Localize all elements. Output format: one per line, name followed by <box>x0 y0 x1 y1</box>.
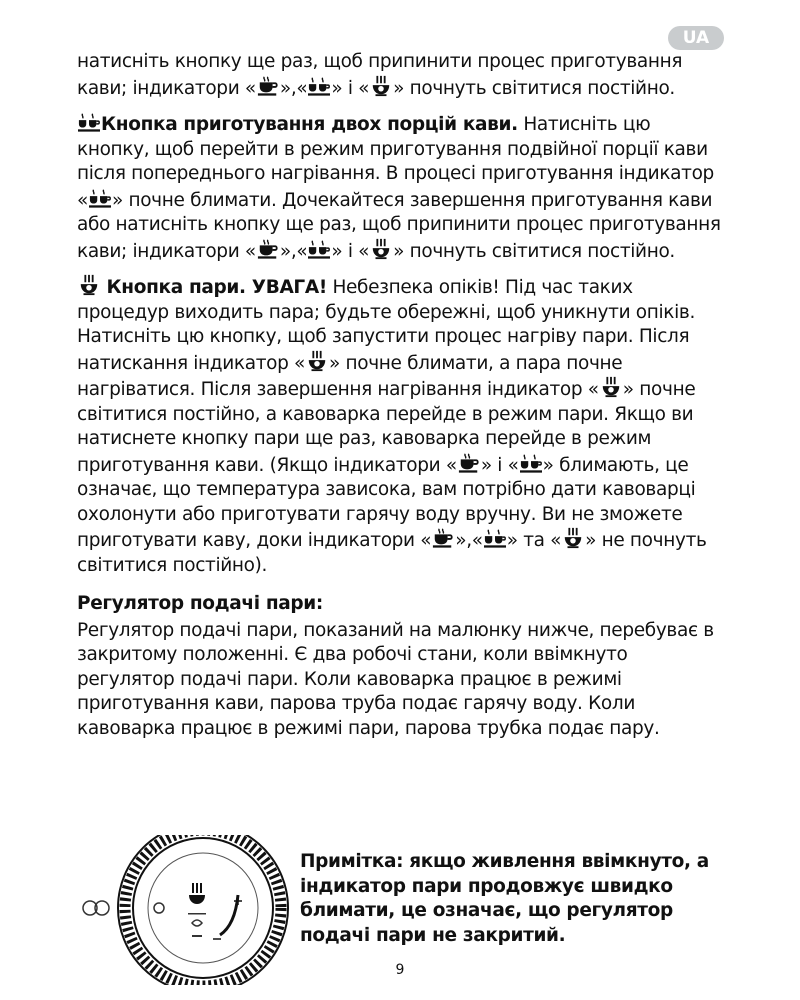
single-cup-icon <box>432 527 454 549</box>
note-text: Примітка: якщо живлення ввімкнуто, а індикатор пари продовжує швидко блимати, це означає, що регулятор подачі пари не закритий. <box>300 851 709 946</box>
steam-icon <box>600 376 622 398</box>
single-cup-icon <box>257 238 279 260</box>
steam-icon <box>78 274 100 296</box>
regulator-text: Регулятор подачі пари, показаний на малюнку нижче, перебуває в закритому положенні. Є два робочі стани, коли ввімкнуто регулятор подачі пари. Коли кавоварка працює в режимі приготування кави, парова труба подає гарячу воду. Коли кавоварка працює в режимі пари, парова трубка подає пару. <box>77 619 714 739</box>
paragraph-steam-button: Кнопка пари. УВАГА! Небезпека опіків! Під час таких процедур виходить пара; будьте обережні, щоб уникнути опіків. Натисніть цю кнопку, щоб запустити процес нагріву пари. Після натискання індикатор « » почне блимати, а пара почне нагріватися. Після завершення нагрівання індикатор « » почне світитися постійно, а кавоварка перейде в режим пари. Якщо ви натиснете кнопку пари ще раз, кавоварка перейде в режим приготування кави. (Якщо індикатори « » і « » блимають, це означає, що температура зависока, вам потрібно дати кавоварці охолонути або приготувати гарячу воду вручну. Ви не зможете приготувати каву, доки індикатори « »,« » та « » не почнуть світитися постійно). <box>77 274 725 578</box>
steam-regulator-dial <box>70 835 300 985</box>
double-cup-icon <box>308 238 330 260</box>
section-heading: Кнопка приготування двох порцій кави. <box>101 114 518 135</box>
section-heading: Кнопка пари. УВАГА! <box>106 277 327 298</box>
single-cup-icon <box>257 75 279 97</box>
regulator-title: Регулятор подачі пари: <box>77 593 323 614</box>
manual-content <box>77 50 725 751</box>
steam-icon <box>370 238 392 260</box>
double-cup-icon <box>484 527 506 549</box>
double-cup-icon <box>308 75 330 97</box>
double-cup-icon <box>520 452 542 474</box>
dial-knob-icon <box>83 835 288 985</box>
steam-icon <box>370 75 392 97</box>
language-badge: UA <box>668 26 724 50</box>
steam-icon <box>306 350 328 372</box>
double-cup-icon <box>89 187 111 209</box>
single-cup-icon <box>458 452 480 474</box>
page-number: 9 <box>395 962 405 978</box>
paragraph-coffee-stop: натисніть кнопку ще раз, щоб припинити процес приготування кави; індикатори « »,« » і « » почнуть світитися постійно. <box>77 51 683 99</box>
paragraph-double-cup-button: Кнопка приготування двох порцій кави. Натисніть цю кнопку, щоб перейти в режим приготування подвійної порції кави після попереднього нагрівання. В процесі приготування індикатор « » почне блимати. Дочекайтеся завершення приготування кави або натисніть кнопку ще раз, щоб припинити процес приготування кави; індикатори « »,« » і « » почнуть світитися постійно. <box>77 111 725 264</box>
double-cup-icon <box>78 111 100 133</box>
steam-icon <box>562 527 584 549</box>
